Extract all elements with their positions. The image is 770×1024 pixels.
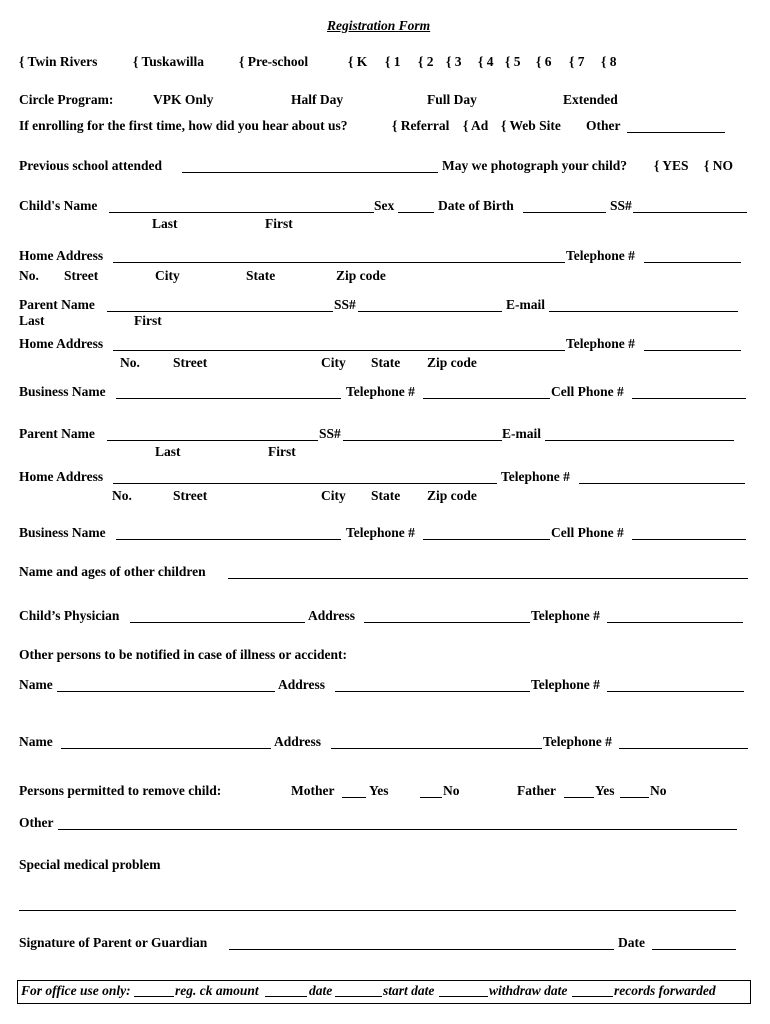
other-children-label: Name and ages of other children [19, 564, 206, 579]
business-1-name-field[interactable] [116, 398, 341, 399]
photo-question: May we photograph your child? [442, 158, 628, 173]
business-1-cell-label: Cell Phone # [551, 384, 624, 399]
location-tuskawilla[interactable]: { Tuskawilla [133, 54, 204, 69]
hear-web-site[interactable]: { Web Site [501, 118, 561, 133]
parent-1-email-label: E-mail [506, 297, 545, 312]
grade-6[interactable]: { 6 [536, 54, 552, 69]
home-2-zip-label: Zip code [427, 355, 477, 370]
notify-2-name-label: Name [19, 734, 53, 749]
business-2-cell-field[interactable] [632, 539, 746, 540]
home-3-zip-label: Zip code [427, 488, 477, 503]
previous-school-field[interactable] [182, 172, 438, 173]
business-1-telephone-label: Telephone # [346, 384, 415, 399]
notify-2-telephone-label: Telephone # [543, 734, 612, 749]
office-reg-field[interactable] [134, 996, 174, 997]
parent-1-name-label: Parent Name [19, 297, 95, 312]
child-sex-field[interactable] [398, 212, 434, 213]
hear-about-question: If enrolling for the first time, how did you hear about us? [19, 118, 348, 133]
home-2-state-label: State [371, 355, 401, 370]
home-3-telephone-field[interactable] [579, 483, 745, 484]
notify-1-name-field[interactable] [57, 691, 275, 692]
home-address-3-label: Home Address [19, 469, 104, 484]
notify-2-telephone-field[interactable] [619, 748, 748, 749]
notify-1-address-label: Address [278, 677, 326, 692]
parent-2-email-label: E-mail [502, 426, 541, 441]
home-1-street-label: Street [64, 268, 99, 283]
grade-7[interactable]: { 7 [569, 54, 585, 69]
grade-1[interactable]: { 1 [385, 54, 401, 69]
home-3-telephone-label: Telephone # [501, 469, 570, 484]
mother-label: Mother [291, 783, 335, 798]
child-ss-label: SS# [610, 198, 632, 213]
notify-2-address-label: Address [274, 734, 322, 749]
hear-other-field[interactable] [627, 132, 725, 133]
child-name-field[interactable] [109, 212, 374, 213]
signature-label: Signature of Parent or Guardian [19, 935, 208, 950]
child-sex-label: Sex [374, 198, 395, 213]
office-records-field[interactable] [572, 996, 613, 997]
program-extended[interactable]: Extended [563, 92, 618, 107]
father-label: Father [517, 783, 556, 798]
home-address-3-field[interactable] [113, 483, 497, 484]
home-address-1-field[interactable] [113, 262, 565, 263]
previous-school-label: Previous school attended [19, 158, 163, 173]
home-1-telephone-field[interactable] [644, 262, 741, 263]
child-first-label: First [265, 216, 293, 231]
business-2-telephone-label: Telephone # [346, 525, 415, 540]
parent-2-ss-field[interactable] [343, 440, 502, 441]
child-ss-field[interactable] [633, 212, 747, 213]
mother-no-field[interactable] [420, 797, 442, 798]
grade-4[interactable]: { 4 [478, 54, 494, 69]
home-address-2-label: Home Address [19, 336, 104, 351]
home-1-state-label: State [246, 268, 276, 283]
parent-1-last-label: Last [19, 313, 45, 328]
office-records-label: records forwarded [614, 983, 716, 998]
business-2-cell-label: Cell Phone # [551, 525, 624, 540]
physician-field[interactable] [130, 622, 305, 623]
office-date-field[interactable] [265, 996, 307, 997]
program-label: Circle Program: [19, 92, 114, 107]
parent-1-email-field[interactable] [549, 311, 738, 312]
page-title: Registration Form [327, 18, 431, 33]
office-start-label: start date [383, 983, 435, 998]
location-twin-rivers[interactable]: { Twin Rivers [19, 54, 98, 69]
photo-no[interactable]: { NO [704, 158, 733, 173]
home-1-city-label: City [155, 268, 180, 283]
notify-heading: Other persons to be notified in case of illness or accident: [19, 647, 347, 662]
physician-address-field[interactable] [364, 622, 530, 623]
office-reg-label: reg. ck amount [175, 983, 259, 998]
mother-yes-field[interactable] [342, 797, 366, 798]
hear-referral[interactable]: { Referral [392, 118, 450, 133]
business-2-telephone-field[interactable] [423, 539, 550, 540]
home-1-zip-label: Zip code [336, 268, 386, 283]
home-address-1-label: Home Address [19, 248, 104, 263]
office-date-label: date [309, 983, 333, 998]
office-use-label: For office use only: [21, 983, 131, 998]
business-1-name-label: Business Name [19, 384, 106, 399]
program-full-day[interactable]: Full Day [427, 92, 477, 107]
location-pre-school[interactable]: { Pre-school [239, 54, 309, 69]
parent-2-email-field[interactable] [545, 440, 734, 441]
physician-telephone-label: Telephone # [531, 608, 600, 623]
parent-2-ss-label: SS# [319, 426, 341, 441]
home-1-no-label: No. [19, 268, 39, 283]
notify-1-name-label: Name [19, 677, 53, 692]
office-withdraw-field[interactable] [439, 996, 488, 997]
grade-8[interactable]: { 8 [601, 54, 617, 69]
home-2-street-label: Street [173, 355, 208, 370]
business-1-cell-field[interactable] [632, 398, 746, 399]
hear-other-label: Other [586, 118, 621, 133]
notify-1-telephone-field[interactable] [607, 691, 744, 692]
office-withdraw-label: withdraw date [489, 983, 568, 998]
home-2-no-label: No. [120, 355, 140, 370]
child-last-label: Last [152, 216, 178, 231]
home-address-2-field[interactable] [113, 350, 565, 351]
parent-2-last-label: Last [155, 444, 181, 459]
photo-yes[interactable]: { YES [654, 158, 689, 173]
business-2-name-label: Business Name [19, 525, 106, 540]
program-half-day[interactable]: Half Day [291, 92, 344, 107]
parent-2-name-field[interactable] [107, 440, 318, 441]
parent-1-ss-label: SS# [334, 297, 356, 312]
notify-1-telephone-label: Telephone # [531, 677, 600, 692]
physician-label: Child’s Physician [19, 608, 120, 623]
father-yes-field[interactable] [564, 797, 594, 798]
business-2-name-field[interactable] [116, 539, 341, 540]
signature-date-field[interactable] [652, 949, 736, 950]
home-2-city-label: City [321, 355, 346, 370]
home-2-telephone-label: Telephone # [566, 336, 635, 351]
physician-address-label: Address [308, 608, 356, 623]
other-field[interactable] [58, 829, 737, 830]
notify-1-address-field[interactable] [335, 691, 530, 692]
parent-1-first-label: First [134, 313, 162, 328]
parent-2-name-label: Parent Name [19, 426, 95, 441]
hear-ad[interactable]: { Ad [463, 118, 489, 133]
home-3-street-label: Street [173, 488, 208, 503]
grade-k[interactable]: { K [348, 54, 368, 69]
other-children-field[interactable] [228, 578, 748, 579]
medical-label: Special medical problem [19, 857, 161, 872]
signature-field[interactable] [229, 949, 614, 950]
other-label: Other [19, 815, 54, 830]
grade-5[interactable]: { 5 [505, 54, 521, 69]
child-dob-label: Date of Birth [438, 198, 514, 213]
mother-yes-label: Yes [369, 783, 389, 798]
parent-2-first-label: First [268, 444, 296, 459]
father-yes-label: Yes [595, 783, 615, 798]
parent-1-name-field[interactable] [107, 311, 333, 312]
program-vpk[interactable]: VPK Only [153, 92, 214, 107]
remove-child-label: Persons permitted to remove child: [19, 783, 222, 798]
office-start-field[interactable] [335, 996, 382, 997]
notify-2-name-field[interactable] [61, 748, 271, 749]
home-2-telephone-field[interactable] [644, 350, 741, 351]
physician-telephone-field[interactable] [607, 622, 743, 623]
home-3-no-label: No. [112, 488, 132, 503]
father-no-label: No [650, 783, 667, 798]
parent-1-ss-field[interactable] [358, 311, 502, 312]
signature-date-label: Date [618, 935, 645, 950]
home-3-city-label: City [321, 488, 346, 503]
home-3-state-label: State [371, 488, 401, 503]
child-dob-field[interactable] [523, 212, 606, 213]
home-1-telephone-label: Telephone # [566, 248, 635, 263]
father-no-field[interactable] [620, 797, 649, 798]
child-name-label: Child's Name [19, 198, 98, 213]
grade-2[interactable]: { 2 [418, 54, 434, 69]
grade-3[interactable]: { 3 [446, 54, 462, 69]
business-1-telephone-field[interactable] [423, 398, 550, 399]
notify-2-address-field[interactable] [331, 748, 542, 749]
medical-field[interactable] [19, 910, 736, 911]
mother-no-label: No [443, 783, 460, 798]
